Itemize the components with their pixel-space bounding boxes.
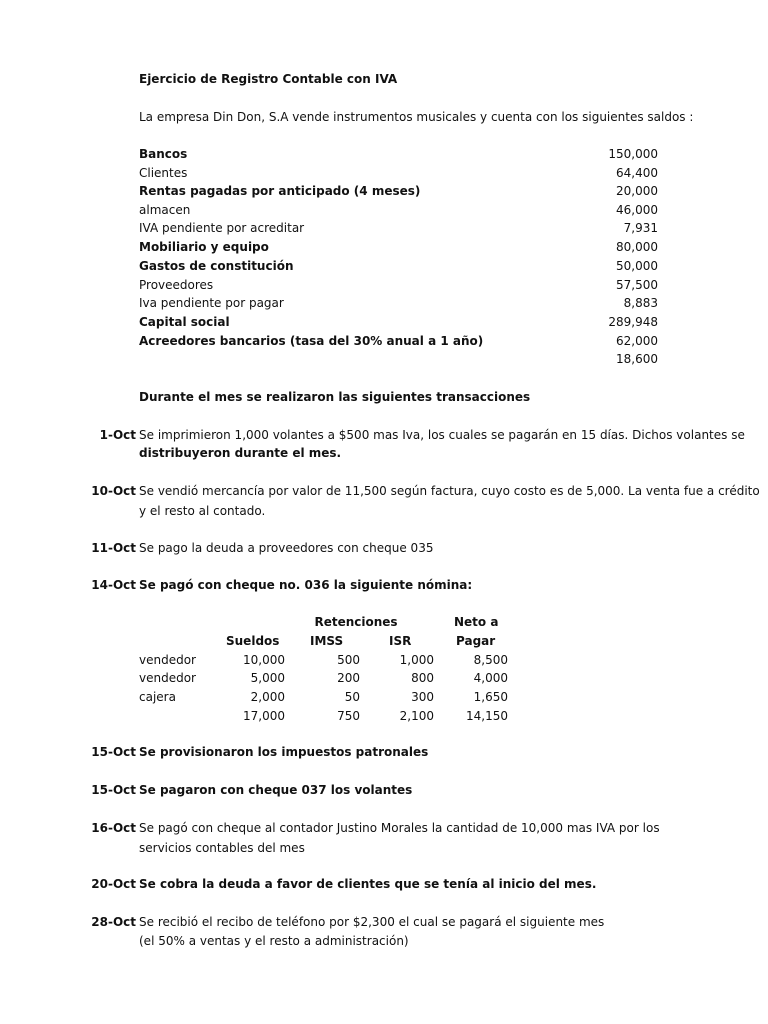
isr-cell: 800 (411, 671, 434, 685)
imss-cell: 200 (337, 671, 360, 685)
balance-label: Rentas pagadas por anticipado (4 meses) (139, 184, 421, 198)
transaction-date: 10-Oct (91, 484, 136, 498)
transaction-text: Se recibió el recibo de teléfono por $2,300 el cual se pagará el siguiente mes (139, 915, 605, 929)
transaction-text: Se pagó con cheque al contador Justino Morales la cantidad de 10,000 mas IVA por los (139, 821, 660, 835)
retenciones-header: Retenciones (314, 615, 398, 629)
transaction-text: Se pago la deuda a proveedores con cheque 035 (139, 541, 434, 555)
pagar-cell: 4,000 (473, 671, 508, 685)
transaction-text: Se pagaron con cheque 037 los volantes (139, 783, 413, 797)
balance-value: 289,948 (608, 315, 658, 329)
isr-cell: 1,000 (399, 653, 434, 667)
imss-cell: 50 (344, 690, 360, 704)
balance-label: Acreedores bancarios (tasa del 30% anual a 1 año) (139, 334, 484, 348)
intro-text: La empresa Din Don, S.A vende instrumentos musicales y cuenta con los siguientes saldos : (139, 110, 694, 124)
balance-value: 62,000 (616, 334, 658, 348)
balance-value: 57,500 (616, 278, 658, 292)
transactions-heading: Durante el mes se realizaron las siguientes transacciones (139, 390, 531, 404)
imss-total: 750 (337, 709, 360, 723)
column-header: Sueldos (226, 634, 280, 648)
balance-label: Clientes (139, 166, 188, 180)
transaction-text-cont: servicios contables del mes (139, 841, 305, 855)
transaction-date: 20-Oct (91, 877, 136, 891)
transaction-date: 28-Oct (91, 915, 136, 929)
transaction-date: 15-Oct (91, 745, 136, 759)
balance-label: Proveedores (139, 278, 214, 292)
balance-value: 8,883 (623, 296, 658, 310)
transaction-text: Se imprimieron 1,000 volantes a $500 mas Iva, los cuales se pagarán en 15 días. Dichos volantes se (139, 428, 745, 442)
balance-value: 7,931 (623, 221, 658, 235)
sueldos-cell: 10,000 (243, 653, 285, 667)
pagar-cell: 1,650 (473, 690, 508, 704)
sueldos-total: 17,000 (243, 709, 285, 723)
isr-cell: 300 (411, 690, 434, 704)
document-title: Ejercicio de Registro Contable con IVA (139, 72, 398, 86)
transaction-text: Se provisionaron los impuestos patronales (139, 745, 429, 759)
transaction-text-cont: (el 50% a ventas y el resto a administración) (139, 934, 409, 948)
balance-value: 64,400 (616, 166, 658, 180)
transaction-text: Se pagó con cheque no. 036 la siguiente nómina: (139, 578, 473, 592)
transaction-date: 16-Oct (91, 821, 136, 835)
column-header: ISR (389, 634, 412, 648)
transaction-text-cont: distribuyeron durante el mes. (139, 446, 342, 460)
balance-value: 18,600 (616, 352, 658, 366)
column-header: IMSS (310, 634, 344, 648)
column-header: Pagar (456, 634, 496, 648)
balance-value: 150,000 (608, 147, 658, 161)
balance-value: 46,000 (616, 203, 658, 217)
sueldos-cell: 2,000 (250, 690, 285, 704)
balance-label: Bancos (139, 147, 188, 161)
transaction-text-cont: y el resto al contado. (139, 504, 266, 518)
balance-label: Mobiliario y equipo (139, 240, 269, 254)
imss-cell: 500 (337, 653, 360, 667)
balance-value: 80,000 (616, 240, 658, 254)
neto-a-header: Neto a (454, 615, 499, 629)
sueldos-cell: 5,000 (250, 671, 285, 685)
balance-label: Iva pendiente por pagar (139, 296, 284, 310)
transaction-date: 11-Oct (91, 541, 136, 555)
pagar-cell: 8,500 (473, 653, 508, 667)
employee-name: vendedor (139, 671, 196, 685)
isr-total: 2,100 (399, 709, 434, 723)
balance-label: Gastos de constitución (139, 259, 294, 273)
transaction-text: Se cobra la deuda a favor de clientes que se tenía al inicio del mes. (139, 877, 597, 891)
employee-name: cajera (139, 690, 176, 704)
balance-label: almacen (139, 203, 191, 217)
employee-name: vendedor (139, 653, 196, 667)
balance-label: IVA pendiente por acreditar (139, 221, 305, 235)
pagar-total: 14,150 (466, 709, 508, 723)
transaction-date: 15-Oct (91, 783, 136, 797)
transaction-date: 1-Oct (99, 428, 136, 442)
transaction-text: Se vendió mercancía por valor de 11,500 según factura, cuyo costo es de 5,000. La venta fue a crédito (139, 484, 760, 498)
balance-value: 20,000 (616, 184, 658, 198)
transaction-date: 14-Oct (91, 578, 136, 592)
balance-label: Capital social (139, 315, 230, 329)
balance-value: 50,000 (616, 259, 658, 273)
